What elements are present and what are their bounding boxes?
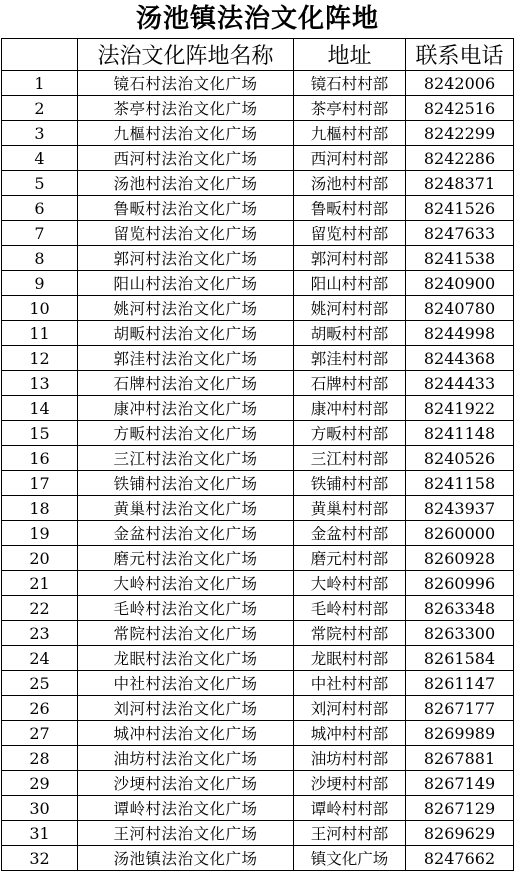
address-cell[interactable]: 郭河村村部 (294, 246, 406, 271)
address-cell[interactable]: 铁铺村村部 (294, 471, 406, 496)
table-header-row (2, 39, 514, 71)
index-cell[interactable]: 30 (2, 796, 78, 821)
index-cell[interactable]: 13 (2, 371, 78, 396)
table-row (2, 521, 514, 546)
site-name-cell[interactable]: 城冲村法治文化广场 (78, 721, 294, 746)
index-cell[interactable]: 7 (2, 221, 78, 246)
site-name-cell[interactable]: 姚河村法治文化广场 (78, 296, 294, 321)
table-row (2, 796, 514, 821)
index-cell[interactable]: 15 (2, 421, 78, 446)
header-cell-phone[interactable]: 联系电话 (406, 39, 514, 71)
index-cell[interactable]: 17 (2, 471, 78, 496)
phone-cell[interactable]: 8242006 (406, 71, 514, 96)
table-row (2, 346, 514, 371)
table-row (2, 746, 514, 771)
index-cell[interactable]: 22 (2, 596, 78, 621)
header-cell-index[interactable] (2, 39, 78, 71)
index-cell[interactable]: 16 (2, 446, 78, 471)
phone-cell[interactable]: 8244368 (406, 346, 514, 371)
phone-cell[interactable]: 8240526 (406, 446, 514, 471)
phone-cell[interactable]: 8248371 (406, 171, 514, 196)
site-name-cell[interactable]: 沙埂村法治文化广场 (78, 771, 294, 796)
table-row (2, 546, 514, 571)
address-cell[interactable]: 茶亭村村部 (294, 96, 406, 121)
site-name-cell[interactable]: 铁铺村法治文化广场 (78, 471, 294, 496)
phone-cell[interactable]: 8261147 (406, 671, 514, 696)
index-cell[interactable]: 23 (2, 621, 78, 646)
phone-cell[interactable]: 8241538 (406, 246, 514, 271)
phone-cell[interactable]: 8260928 (406, 546, 514, 571)
phone-cell[interactable]: 8261584 (406, 646, 514, 671)
phone-cell[interactable]: 8244998 (406, 321, 514, 346)
site-name-cell[interactable]: 九樞村法治文化广场 (78, 121, 294, 146)
site-name-cell[interactable]: 镜石村法治文化广场 (78, 71, 294, 96)
table-row (2, 71, 514, 96)
site-name-cell[interactable]: 金盆村法治文化广场 (78, 521, 294, 546)
site-name-cell[interactable]: 石牌村法治文化广场 (78, 371, 294, 396)
index-cell[interactable]: 10 (2, 296, 78, 321)
phone-cell[interactable]: 8269989 (406, 721, 514, 746)
phone-cell[interactable]: 8241922 (406, 396, 514, 421)
table-row (2, 296, 514, 321)
phone-cell[interactable]: 8240900 (406, 271, 514, 296)
site-name-cell[interactable]: 郭洼村法治文化广场 (78, 346, 294, 371)
index-cell[interactable]: 24 (2, 646, 78, 671)
index-cell[interactable]: 32 (2, 846, 78, 871)
table-body (2, 71, 514, 871)
header-cell-address[interactable]: 地址 (294, 39, 406, 71)
table-row (2, 496, 514, 521)
table-row (2, 246, 514, 271)
index-cell[interactable]: 18 (2, 496, 78, 521)
site-name-cell[interactable]: 中社村法治文化广场 (78, 671, 294, 696)
address-cell[interactable]: 九樞村村部 (294, 121, 406, 146)
phone-cell[interactable]: 8240780 (406, 296, 514, 321)
table-row (2, 421, 514, 446)
site-name-cell[interactable]: 王河村法治文化广场 (78, 821, 294, 846)
address-cell[interactable]: 姚河村村部 (294, 296, 406, 321)
site-name-cell[interactable]: 阳山村法治文化广场 (78, 271, 294, 296)
table-row (2, 821, 514, 846)
header-cell-name[interactable]: 法治文化阵地名称 (78, 39, 294, 71)
phone-cell[interactable]: 8244433 (406, 371, 514, 396)
address-cell[interactable]: 镇文化广场 (294, 846, 406, 871)
phone-cell[interactable]: 8241526 (406, 196, 514, 221)
index-cell[interactable]: 21 (2, 571, 78, 596)
table-row (2, 396, 514, 421)
index-cell[interactable]: 6 (2, 196, 78, 221)
site-name-cell[interactable]: 常院村法治文化广场 (78, 621, 294, 646)
address-cell[interactable]: 油坊村村部 (294, 746, 406, 771)
phone-cell[interactable]: 8260996 (406, 571, 514, 596)
index-cell[interactable]: 11 (2, 321, 78, 346)
address-cell[interactable]: 黄巢村村部 (294, 496, 406, 521)
phone-cell[interactable]: 8247662 (406, 846, 514, 871)
phone-cell[interactable]: 8267177 (406, 696, 514, 721)
site-name-cell[interactable]: 毛岭村法治文化广场 (78, 596, 294, 621)
table-row (2, 771, 514, 796)
phone-cell[interactable]: 8241148 (406, 421, 514, 446)
index-cell[interactable]: 2 (2, 96, 78, 121)
address-cell[interactable]: 中社村村部 (294, 671, 406, 696)
site-name-cell[interactable]: 汤池村法治文化广场 (78, 171, 294, 196)
address-cell[interactable]: 留览村村部 (294, 221, 406, 246)
table-row (2, 221, 514, 246)
index-cell[interactable]: 19 (2, 521, 78, 546)
site-name-cell[interactable]: 方畈村法治文化广场 (78, 421, 294, 446)
table-row (2, 671, 514, 696)
phone-cell[interactable]: 8267149 (406, 771, 514, 796)
table-row (2, 721, 514, 746)
table-row (2, 596, 514, 621)
address-cell[interactable]: 镜石村村部 (294, 71, 406, 96)
address-cell[interactable]: 大岭村村部 (294, 571, 406, 596)
site-name-cell[interactable]: 茶亭村法治文化广场 (78, 96, 294, 121)
address-cell[interactable]: 康冲村村部 (294, 396, 406, 421)
phone-cell[interactable]: 8241158 (406, 471, 514, 496)
address-cell[interactable]: 胡畈村村部 (294, 321, 406, 346)
site-name-cell[interactable]: 郭河村法治文化广场 (78, 246, 294, 271)
address-cell[interactable]: 阳山村村部 (294, 271, 406, 296)
table-row (2, 146, 514, 171)
table-row (2, 96, 514, 121)
address-cell[interactable]: 汤池村村部 (294, 171, 406, 196)
phone-cell[interactable]: 8247633 (406, 221, 514, 246)
address-cell[interactable]: 刘河村村部 (294, 696, 406, 721)
site-name-cell[interactable]: 大岭村法治文化广场 (78, 571, 294, 596)
table-row (2, 121, 514, 146)
index-cell[interactable]: 20 (2, 546, 78, 571)
site-name-cell[interactable]: 油坊村法治文化广场 (78, 746, 294, 771)
site-name-cell[interactable]: 鲁畈村法治文化广场 (78, 196, 294, 221)
table-row (2, 196, 514, 221)
phone-cell[interactable]: 8242286 (406, 146, 514, 171)
table-row (2, 446, 514, 471)
site-name-cell[interactable]: 康冲村法治文化广场 (78, 396, 294, 421)
table-row (2, 171, 514, 196)
phone-cell[interactable]: 8260000 (406, 521, 514, 546)
index-cell[interactable]: 26 (2, 696, 78, 721)
site-name-cell[interactable]: 磨元村法治文化广场 (78, 546, 294, 571)
site-name-cell[interactable]: 谭岭村法治文化广场 (78, 796, 294, 821)
index-cell[interactable]: 5 (2, 171, 78, 196)
index-cell[interactable]: 28 (2, 746, 78, 771)
site-name-cell[interactable]: 汤池镇法治文化广场 (78, 846, 294, 871)
index-cell[interactable]: 12 (2, 346, 78, 371)
table-row (2, 321, 514, 346)
address-cell[interactable]: 城冲村村部 (294, 721, 406, 746)
site-name-cell[interactable]: 留览村法治文化广场 (78, 221, 294, 246)
table-row (2, 471, 514, 496)
address-cell[interactable]: 常院村村部 (294, 621, 406, 646)
site-name-cell[interactable]: 胡畈村法治文化广场 (78, 321, 294, 346)
address-cell[interactable]: 方畈村村部 (294, 421, 406, 446)
phone-cell[interactable]: 8242299 (406, 121, 514, 146)
address-cell[interactable]: 三江村村部 (294, 446, 406, 471)
index-cell[interactable]: 9 (2, 271, 78, 296)
phone-cell[interactable]: 8269629 (406, 821, 514, 846)
phone-cell[interactable]: 8242516 (406, 96, 514, 121)
address-cell[interactable]: 郭洼村村部 (294, 346, 406, 371)
address-cell[interactable]: 石牌村村部 (294, 371, 406, 396)
table-row (2, 271, 514, 296)
index-cell[interactable]: 31 (2, 821, 78, 846)
index-cell[interactable]: 29 (2, 771, 78, 796)
address-cell[interactable]: 王河村村部 (294, 821, 406, 846)
index-cell[interactable]: 8 (2, 246, 78, 271)
address-cell[interactable]: 沙埂村村部 (294, 771, 406, 796)
address-cell[interactable]: 金盆村村部 (294, 521, 406, 546)
site-name-cell[interactable]: 西河村法治文化广场 (78, 146, 294, 171)
address-cell[interactable]: 毛岭村村部 (294, 596, 406, 621)
phone-cell[interactable]: 8267881 (406, 746, 514, 771)
index-cell[interactable]: 4 (2, 146, 78, 171)
phone-cell[interactable]: 8263348 (406, 596, 514, 621)
site-name-cell[interactable]: 龙眠村法治文化广场 (78, 646, 294, 671)
address-cell[interactable]: 谭岭村村部 (294, 796, 406, 821)
index-cell[interactable]: 1 (2, 71, 78, 96)
site-name-cell[interactable]: 黄巢村法治文化广场 (78, 496, 294, 521)
table-row (2, 371, 514, 396)
index-cell[interactable]: 27 (2, 721, 78, 746)
page-title: 汤池镇法治文化阵地 (135, 4, 379, 34)
phone-cell[interactable]: 8263300 (406, 621, 514, 646)
table-row (2, 696, 514, 721)
table-row (2, 571, 514, 596)
index-cell[interactable]: 25 (2, 671, 78, 696)
index-cell[interactable]: 3 (2, 121, 78, 146)
address-cell[interactable]: 磨元村村部 (294, 546, 406, 571)
index-cell[interactable]: 14 (2, 396, 78, 421)
address-cell[interactable]: 西河村村部 (294, 146, 406, 171)
table-row (2, 646, 514, 671)
site-name-cell[interactable]: 三江村法治文化广场 (78, 446, 294, 471)
sites-table (1, 38, 514, 871)
site-name-cell[interactable]: 刘河村法治文化广场 (78, 696, 294, 721)
table-row (2, 621, 514, 646)
phone-cell[interactable]: 8243937 (406, 496, 514, 521)
address-cell[interactable]: 龙眠村村部 (294, 646, 406, 671)
phone-cell[interactable]: 8267129 (406, 796, 514, 821)
address-cell[interactable]: 鲁畈村村部 (294, 196, 406, 221)
